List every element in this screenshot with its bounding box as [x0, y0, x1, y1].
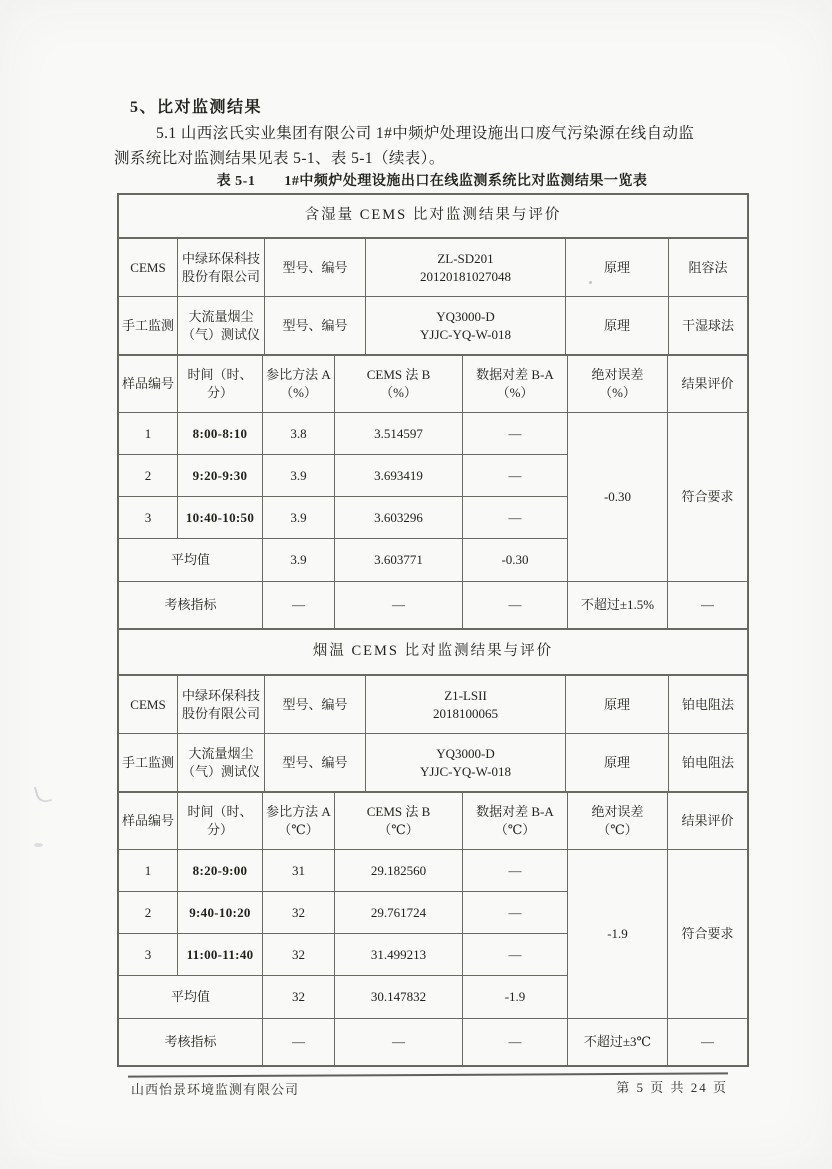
cell-time: 9:40-10:20	[178, 892, 263, 934]
col-header-result: 结果评价	[668, 793, 748, 850]
cell-sample-no: 2	[119, 892, 178, 934]
device-name-line: 中绿环保科技	[181, 687, 260, 703]
cell-principle-value: 铂电阻法	[669, 734, 748, 792]
table-caption: 表 5-1 1#中频炉处理设施出口在线监测系统比对监测结果一览表	[216, 174, 648, 189]
model-line: YQ3000-D	[436, 745, 495, 761]
cell-diff: —	[463, 892, 568, 934]
cell-limit: 不超过±1.5%	[568, 582, 668, 629]
cell-cems-b: 3.693419	[335, 455, 463, 497]
col-header-time: 时间（时、分）	[178, 356, 263, 413]
model-line: YQ3000-D	[436, 308, 495, 324]
cell-ref-a: 3.9	[263, 455, 335, 497]
cell-ref-a: 32	[263, 976, 335, 1019]
cell-cems-b: 3.603296	[335, 497, 463, 539]
assessment-row	[119, 582, 748, 629]
col-header-cems: CEMS 法 B （%）	[335, 356, 463, 413]
cell-system: 手工监测	[119, 734, 178, 792]
footer-page-number: 第 5 页 共 24 页	[616, 1080, 728, 1095]
cell-diff: —	[463, 413, 568, 455]
cell-principle-value: 铂电阻法	[669, 676, 748, 734]
assessment-row	[119, 1019, 748, 1066]
col-header-abs-error: 绝对误差 （℃）	[568, 793, 668, 850]
cell-system: CEMS	[119, 239, 178, 297]
col-header-sample-no: 样品编号	[119, 793, 178, 850]
serial-line: 2018100065	[433, 705, 498, 721]
cell-diff: —	[463, 455, 568, 497]
cell-field-label: 型号、编号	[265, 734, 366, 792]
temperature-info-table	[118, 675, 748, 792]
cell-cems-b: 30.147832	[335, 976, 463, 1019]
cell-time: 8:00-8:10	[178, 413, 263, 455]
cell-ref-a: 3.8	[263, 413, 335, 455]
footer-company-name: 山西怡景环境监测有限公司	[131, 1082, 300, 1097]
col-header-diff: 数据对差 B-A （%）	[463, 356, 568, 413]
instrument-info-row	[119, 734, 748, 792]
data-row	[119, 413, 748, 455]
device-name-line: 大流量烟尘	[188, 308, 254, 324]
cell-field-label: 型号、编号	[265, 297, 366, 355]
cell-principle-value: 阻容法	[669, 239, 748, 297]
cell-ref-a: 3.9	[263, 497, 335, 539]
temperature-data-table	[118, 792, 748, 1066]
instrument-info-row	[119, 676, 748, 734]
cell-cems-b: 31.499213	[335, 934, 463, 976]
col-header-ref-method: 参比方法 A （%）	[263, 356, 335, 413]
model-line: ZL-SD201	[437, 250, 494, 266]
cell-result: —	[668, 1019, 748, 1066]
cell-cems-b: 29.182560	[335, 850, 463, 892]
scan-smudge	[34, 783, 52, 804]
cell-diff: —	[463, 934, 568, 976]
cell-sample-no: 1	[119, 413, 178, 455]
device-name-line: 大流量烟尘	[188, 745, 254, 761]
cell-ref-a: 32	[263, 934, 335, 976]
cell-cems-b: —	[335, 1019, 463, 1066]
cell-diff: -0.30	[463, 539, 568, 582]
cell-model	[366, 297, 566, 355]
cell-result: —	[668, 582, 748, 629]
col-header-diff: 数据对差 B-A （℃）	[463, 793, 568, 850]
instrument-info-row	[119, 239, 748, 297]
instrument-info-row	[119, 297, 748, 355]
cell-assessment-label: 考核指标	[119, 1019, 263, 1066]
serial-line: 20120181027048	[420, 268, 511, 284]
evaluation-merged-cell: 符合要求	[668, 850, 748, 1019]
device-name-line: （气）测试仪	[181, 326, 260, 342]
cell-diff: —	[463, 497, 568, 539]
cell-model	[366, 734, 566, 792]
cell-device	[178, 239, 265, 297]
device-name-line: 股份有限公司	[181, 705, 260, 721]
cell-device	[178, 734, 265, 792]
cell-field-label: 型号、编号	[265, 676, 366, 734]
section-heading: 5、比对监测结果	[130, 99, 263, 116]
col-header-result: 结果评价	[668, 356, 748, 413]
cell-field-label: 型号、编号	[265, 239, 366, 297]
abs-error-merged-cell: -0.30	[568, 413, 668, 582]
col-header-cems: CEMS 法 B （℃）	[335, 793, 463, 850]
cell-diff: —	[463, 850, 568, 892]
cell-ref-a: 31	[263, 850, 335, 892]
section-title: 烟温 CEMS 比对监测结果与评价	[119, 630, 748, 675]
cell-principle-label: 原理	[566, 676, 669, 734]
section-title-row	[119, 195, 748, 238]
section-title-row	[119, 630, 748, 675]
col-header-sample-no: 样品编号	[119, 356, 178, 413]
cell-sample-no: 3	[119, 497, 178, 539]
abs-error-merged-cell: -1.9	[568, 850, 668, 1019]
cell-ref-a: —	[263, 582, 335, 629]
device-name-line: 中绿环保科技	[181, 250, 260, 266]
intro-paragraph	[114, 121, 754, 171]
cell-ref-a: 32	[263, 892, 335, 934]
cell-cems-b: —	[335, 582, 463, 629]
cell-sample-no: 1	[119, 850, 178, 892]
cell-cems-b: 3.514597	[335, 413, 463, 455]
cell-cems-b: 29.761724	[335, 892, 463, 934]
cell-ref-a: —	[263, 1019, 335, 1066]
cell-sample-no: 2	[119, 455, 178, 497]
table-header-row	[119, 356, 748, 413]
cell-system: CEMS	[119, 676, 178, 734]
humidity-title-table	[118, 194, 748, 238]
humidity-info-table	[118, 238, 748, 355]
cell-principle-label: 原理	[566, 297, 669, 355]
device-name-line: （气）测试仪	[181, 763, 260, 779]
col-header-time: 时间（时、分）	[178, 793, 263, 850]
scan-smudge	[34, 843, 43, 847]
comparison-tables	[117, 193, 749, 1067]
cell-ref-a: 3.9	[263, 539, 335, 582]
evaluation-merged-cell: 符合要求	[668, 413, 748, 582]
cell-time: 10:40-10:50	[178, 497, 263, 539]
cell-model	[366, 239, 566, 297]
cell-diff: -1.9	[463, 976, 568, 1019]
serial-line: YJJC-YQ-W-018	[420, 326, 511, 342]
cell-diff: —	[463, 1019, 568, 1066]
humidity-data-table	[118, 355, 748, 629]
col-header-abs-error: 绝对误差 （%）	[568, 356, 668, 413]
cell-average-label: 平均值	[119, 539, 263, 582]
cell-device	[178, 676, 265, 734]
section-title: 含湿量 CEMS 比对监测结果与评价	[119, 195, 748, 238]
device-name-line: 股份有限公司	[181, 268, 260, 284]
cell-model	[366, 676, 566, 734]
serial-line: YJJC-YQ-W-018	[420, 763, 511, 779]
cell-cems-b: 3.603771	[335, 539, 463, 582]
data-row	[119, 850, 748, 892]
paragraph-line: 5.1 山西泫氏实业集团有限公司 1#中频炉处理设施出口废气污染源在线自动监	[156, 125, 695, 142]
col-header-ref-method: 参比方法 A （℃）	[263, 793, 335, 850]
cell-time: 8:20-9:00	[178, 850, 263, 892]
cell-system: 手工监测	[119, 297, 178, 355]
cell-time: 9:20-9:30	[178, 455, 263, 497]
cell-principle-label: 原理	[566, 734, 669, 792]
temperature-title-table	[118, 629, 748, 675]
model-line: Z1-LSII	[444, 687, 487, 703]
cell-device	[178, 297, 265, 355]
cell-limit: 不超过±3℃	[568, 1019, 668, 1066]
paragraph-line: 测系统比对监测结果见表 5-1、表 5-1（续表）。	[114, 150, 445, 167]
cell-assessment-label: 考核指标	[119, 582, 263, 629]
cell-principle-value: 干湿球法	[669, 297, 748, 355]
cell-time: 11:00-11:40	[178, 934, 263, 976]
table-header-row	[119, 793, 748, 850]
cell-principle-label: 原理	[566, 239, 669, 297]
cell-diff: —	[463, 582, 568, 629]
cell-average-label: 平均值	[119, 976, 263, 1019]
cell-sample-no: 3	[119, 934, 178, 976]
